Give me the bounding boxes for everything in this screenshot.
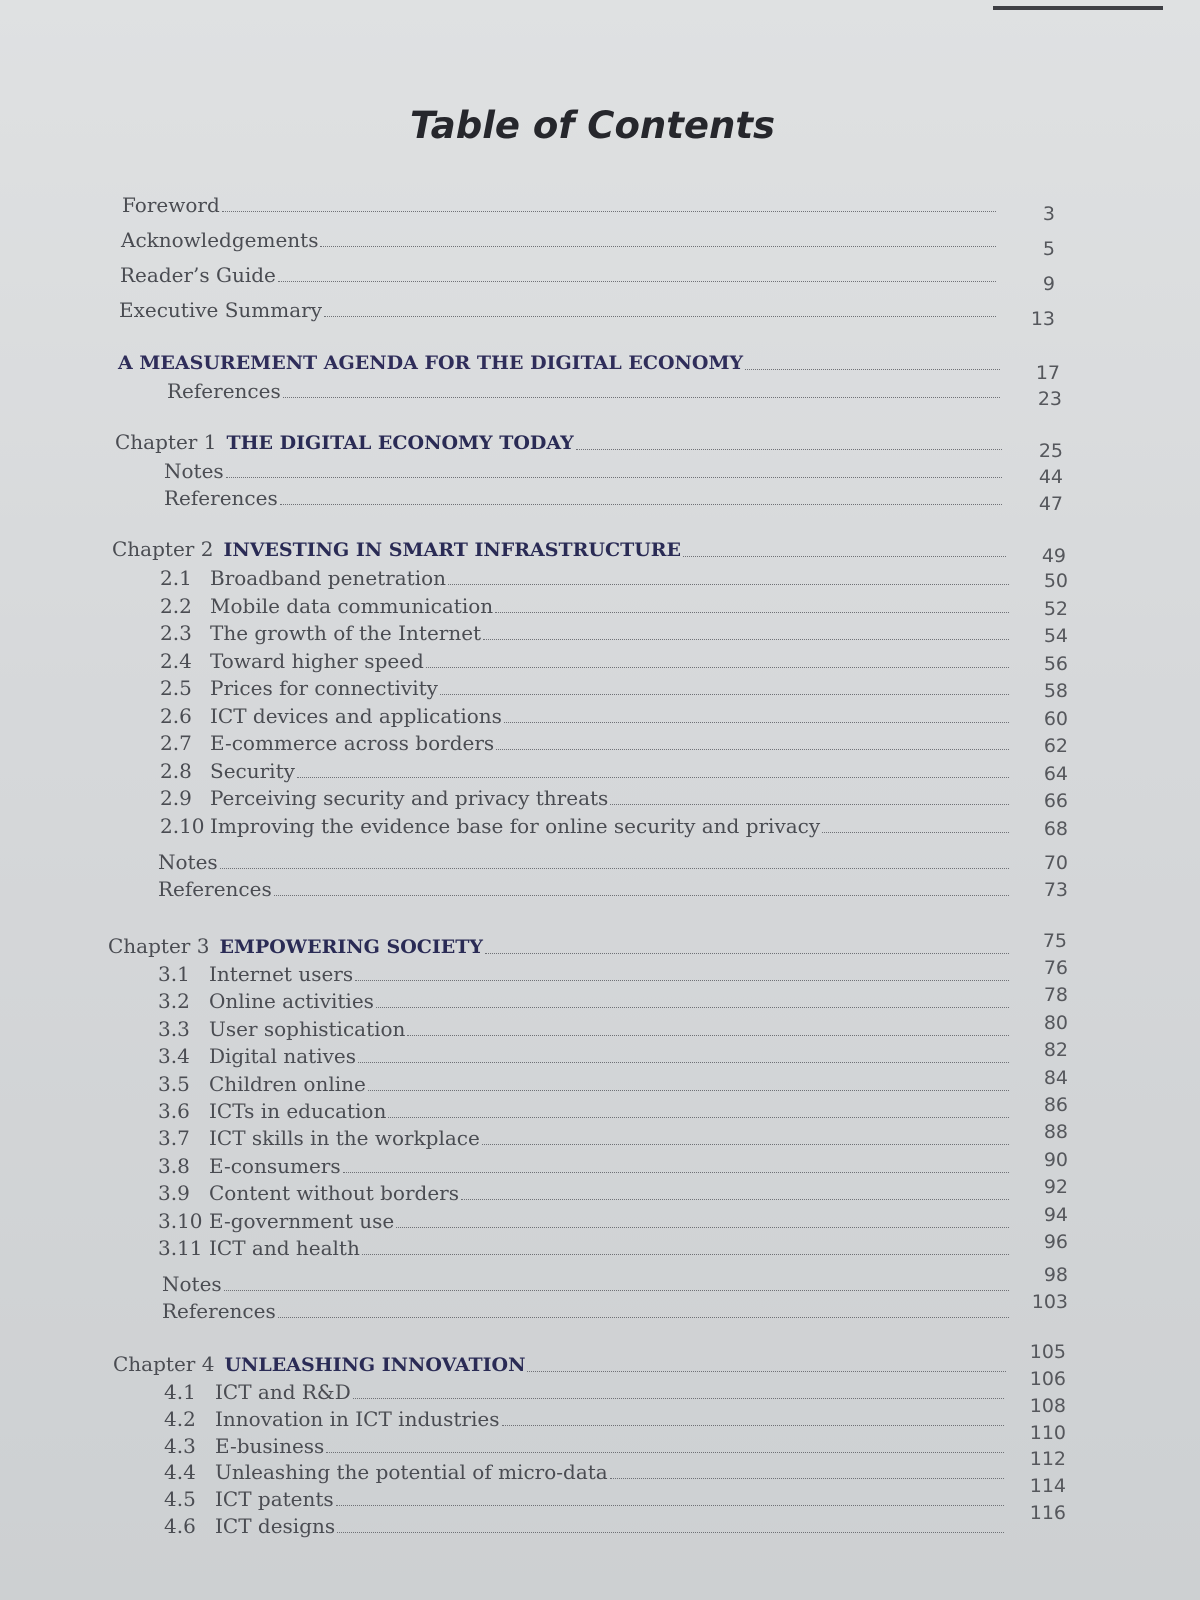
page-number: 108 [1029,1394,1066,1417]
page-number: 86 [1043,1094,1068,1116]
entry-label: References [162,1299,276,1323]
dot-leader [396,1227,1009,1228]
section-number: 3.11 [158,1236,203,1260]
dot-leader [358,1062,1009,1063]
page-number: 3 [1042,203,1055,225]
section-number: 4.6 [164,1514,196,1538]
page-number: 13 [1030,308,1055,330]
section-number: 4.5 [164,1487,196,1512]
toc-entry-section [160,813,1015,839]
entry-label: Unleashing the potential of micro-data [215,1460,608,1485]
section-number: 2.6 [160,703,192,728]
entry-label: Content without borders [209,1181,459,1206]
dot-leader [297,777,1009,778]
entry-label: ICT and R&D [215,1380,351,1404]
toc-entry-section [160,593,1015,619]
page-number: 9 [1042,273,1055,295]
dot-leader [482,1144,1009,1145]
entry-label: ICTs in education [209,1099,387,1123]
entry-label: Digital natives [209,1044,356,1069]
entry-label: Security [210,758,295,783]
dot-leader [362,1254,1009,1255]
page-number: 98 [1043,1264,1068,1286]
toc-entry-references [167,378,1006,404]
dot-leader [283,397,1000,398]
toc-entry-section [164,1513,1010,1539]
chapter-prefix: Chapter 4 [113,1352,215,1376]
entry-label: References [167,379,281,403]
toc-entry-section [164,1433,1010,1459]
entry-label: Acknowledgements [121,228,319,252]
entry-label: Mobile data communication [210,593,494,618]
dot-leader [226,477,1002,478]
page-number: 58 [1043,680,1068,702]
toc-entry-chapter [115,429,1008,456]
section-number: 3.6 [158,1099,190,1123]
entry-label: Prices for connectivity [210,676,438,700]
dot-leader [610,1478,1004,1479]
page-number: 62 [1043,735,1068,757]
page-number: 44 [1038,466,1063,488]
toc-entry-front [122,192,1002,218]
dot-leader [278,1317,1009,1318]
entry-label: ICT devices and applications [210,703,502,728]
toc-entry-section [160,703,1015,729]
entry-label: User sophistication [209,1016,406,1041]
page-number: 25 [1038,440,1063,462]
toc-entry-section [158,1098,1015,1124]
toc-entry-section [164,1459,1010,1485]
toc-entry-section [158,1071,1015,1097]
page-number: 92 [1043,1176,1068,1199]
dot-leader [426,667,1009,668]
section-number: 2.3 [160,621,192,645]
section-number: 2.1 [160,566,192,590]
page-number: 17 [1035,362,1060,384]
dot-leader [388,1117,1009,1118]
entry-label: Toward higher speed [210,648,424,673]
page-number: 56 [1043,652,1068,675]
page-number: 52 [1043,597,1068,620]
entry-label: References [158,877,272,901]
entry-label: E-commerce across borders [210,731,495,755]
page-number: 94 [1043,1203,1068,1226]
toc-entry-section [160,785,1015,811]
toc-entry-section [160,730,1015,756]
dot-leader [320,246,996,247]
section-number: 2.7 [160,731,192,755]
entry-label: Internet users [209,962,354,986]
page-number: 112 [1029,1448,1066,1471]
entry-label: ICT designs [215,1514,336,1538]
toc-entry-front [120,262,1002,288]
entry-label: ICT and health [209,1236,360,1260]
toc-entry-subitem [162,1271,1015,1297]
toc-entry-section [164,1406,1010,1432]
chapter-title: EMPOWERING SOCIETY [219,936,483,958]
page-title: Table of Contents [409,104,776,147]
section-heading: A MEASUREMENT AGENDA FOR THE DIGITAL ECONOMY [118,352,744,374]
section-number: 3.5 [158,1071,190,1096]
section-number: 4.4 [164,1460,196,1485]
section-number: 2.4 [160,648,192,673]
toc-entry-section [158,1153,1015,1179]
dot-leader [683,556,1006,557]
chapter-prefix: Chapter 3 [108,934,210,958]
entry-label: E-business [215,1433,325,1458]
toc-entry-section [164,1486,1010,1512]
toc-entry-section [158,1125,1015,1151]
toc-entry-subitem [164,485,1008,511]
page-number: 103 [1031,1291,1068,1313]
section-number: 3.3 [158,1016,190,1041]
section-number: 4.2 [164,1406,196,1431]
dot-leader [461,1199,1009,1200]
toc-entry-section [160,758,1015,784]
toc-entry-front [119,297,1002,323]
chapter-prefix: Chapter 1 [115,430,217,454]
dot-leader [222,211,996,212]
entry-label: Perceiving security and privacy threats [210,786,609,810]
page-edge-bar [993,6,1163,10]
toc-entry-chapter [108,933,1015,960]
chapter-title: UNLEASHING INNOVATION [224,1354,526,1376]
toc-entry-subitem [162,1298,1015,1324]
entry-label: Broadband penetration [210,566,447,590]
page-number: 49 [1041,545,1066,567]
page-number: 64 [1043,762,1068,785]
page-number: 88 [1043,1121,1068,1144]
page-number: 106 [1029,1368,1066,1390]
entry-label: Notes [158,850,218,874]
toc-entry-subitem [164,458,1008,484]
toc-entry-section [160,675,1015,701]
dot-leader [337,1532,1004,1533]
page-number: 78 [1043,984,1068,1007]
page-number: 70 [1043,852,1068,874]
toc-entry-agenda [118,350,1006,376]
section-number: 3.10 [158,1208,203,1233]
entry-label: Children online [209,1071,366,1096]
entry-label: The growth of the Internet [210,621,482,645]
dot-leader [376,1007,1009,1008]
toc-entry-section [158,1235,1015,1261]
section-number: 2.10 [160,813,205,838]
page-number: 76 [1043,957,1068,979]
toc-entry-subitem [158,849,1015,875]
dot-leader [483,639,1009,640]
entry-label: Reader’s Guide [120,263,276,287]
page-number: 47 [1038,493,1063,515]
dot-leader [822,832,1009,833]
section-number: 3.4 [158,1044,190,1069]
page-number: 82 [1043,1039,1068,1062]
section-number: 3.2 [158,989,190,1014]
toc-entry-section [158,1180,1015,1206]
section-number: 3.1 [158,962,190,986]
dot-leader [353,1398,1004,1399]
page-number: 116 [1029,1502,1066,1524]
dot-leader [527,1371,1006,1372]
dot-leader [224,1290,1009,1291]
page-number: 66 [1043,790,1068,812]
entry-label: Online activities [209,989,374,1014]
page-number: 68 [1043,817,1068,840]
dot-leader [448,584,1009,585]
entry-label: Notes [162,1272,222,1296]
page-number: 54 [1043,625,1068,647]
dot-leader [355,980,1009,981]
dot-leader [440,694,1009,695]
dot-leader [274,895,1009,896]
page-number: 5 [1042,238,1055,260]
section-number: 4.3 [164,1433,196,1458]
toc-entry-section [158,1208,1015,1234]
toc-entry-section [158,1043,1015,1069]
page-number: 23 [1037,388,1062,410]
entry-label: Executive Summary [119,298,323,322]
toc-entry-section [160,565,1015,591]
dot-leader [280,504,1002,505]
entry-label: ICT patents [215,1487,334,1512]
entry-label: Improving the evidence base for online security and privacy [210,813,821,838]
chapter-title: THE DIGITAL ECONOMY TODAY [226,432,574,454]
entry-label: Notes [164,459,224,483]
dot-leader [326,1452,1004,1453]
section-number: 3.7 [158,1126,190,1151]
toc-entry-chapter [113,1351,1012,1378]
page-number: 50 [1043,570,1068,592]
entry-label: Innovation in ICT industries [215,1406,500,1431]
toc-entry-section [160,620,1015,646]
dot-leader [343,1172,1009,1173]
section-number: 4.1 [164,1380,196,1404]
dot-leader [368,1090,1009,1091]
page-number: 60 [1043,707,1068,730]
dot-leader [496,749,1009,750]
entry-label: E-consumers [209,1153,341,1178]
entry-label: E-government use [209,1208,395,1233]
toc-entry-chapter [112,536,1012,563]
dot-leader [324,316,996,317]
page-number: 75 [1042,930,1067,952]
dot-leader [576,449,1002,450]
chapter-prefix: Chapter 2 [112,537,214,561]
dot-leader [495,612,1009,613]
toc-entry-section [160,648,1015,674]
dot-leader [278,281,996,282]
toc-entry-front [121,227,1002,253]
page-number: 110 [1029,1421,1066,1444]
section-number: 2.2 [160,593,192,618]
chapter-title: INVESTING IN SMART INFRASTRUCTURE [223,539,682,561]
entry-label: References [164,486,278,510]
page-number: 114 [1029,1475,1066,1498]
dot-leader [502,1425,1005,1426]
entry-label: ICT skills in the workplace [209,1126,480,1151]
toc-entry-section [158,988,1015,1014]
toc-entry-subitem [158,876,1015,902]
dot-leader [220,868,1009,869]
entry-label: Foreword [122,193,220,217]
dot-leader [485,953,1009,954]
toc-entry-section [164,1379,1010,1405]
toc-entry-section [158,1016,1015,1042]
page-number: 73 [1043,879,1068,901]
dot-leader [407,1035,1009,1036]
section-number: 3.8 [158,1153,190,1178]
section-number: 2.8 [160,758,192,783]
section-number: 2.5 [160,676,192,700]
dot-leader [504,722,1009,723]
page-number: 90 [1043,1148,1068,1171]
dot-leader [610,804,1009,805]
dot-leader [336,1505,1004,1506]
page-number: 96 [1043,1231,1068,1253]
toc-entry-section [158,961,1015,987]
dot-leader [745,369,1000,370]
section-number: 3.9 [158,1181,190,1206]
page-number: 80 [1043,1011,1068,1034]
page-number: 84 [1043,1066,1068,1089]
page-number: 105 [1029,1341,1066,1363]
section-number: 2.9 [160,786,192,810]
